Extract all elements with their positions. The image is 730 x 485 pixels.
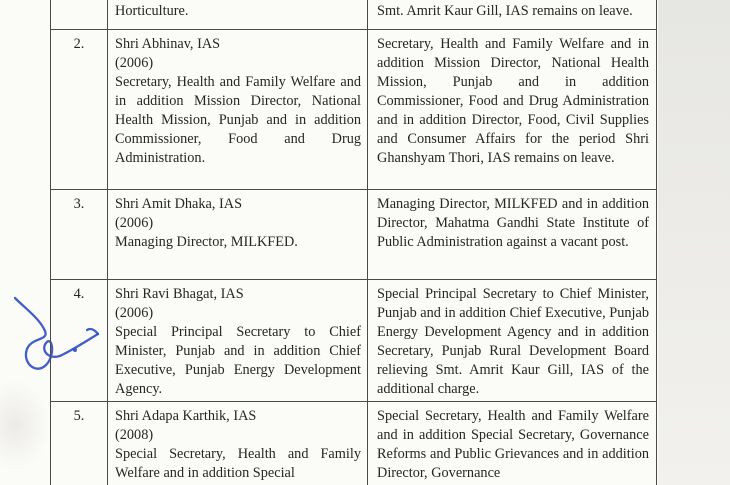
serial-cell [51,190,108,279]
officer-name: Shri Amit Dhaka, IAS [115,196,243,212]
officer-batch-year: (2008) [115,427,154,443]
officer-batch-year: (2006) [115,305,154,321]
serial-cell [51,0,108,29]
officer-posting-text: Horticulture. [115,3,189,19]
serial-number: 4. [73,286,85,302]
table-row [50,0,657,30]
new-posting-text: Smt. Amrit Kaur Gill, IAS remains on leave. [377,3,633,19]
scan-smudge [0,380,50,470]
new-posting-text: Secretary, Health and Family Welfare and in addition Mission Director, National Health Mission, Punjab and in addition Commissioner, Food and Drug Administration and in addition Director, Food, Civil Supplies and Consumer Affairs for the period Shri Ghanshyam Thori, IAS remains on leave. [377,36,649,166]
new-posting-cell [368,402,656,485]
serial-cell [51,402,108,485]
new-posting-cell [368,280,656,401]
new-posting-text: Special Secretary, Health and Family Welfare and in addition Special Secretary, Governance Reforms and Public Grievances and in addition Director, Governance [377,408,649,481]
officer-posting-text: Special Secretary, Health and Family Welfare and in addition Special [115,446,361,481]
officer-batch-year: (2006) [115,55,154,71]
officer-name: Shri Abhinav, IAS [115,36,221,52]
new-posting-cell [368,0,656,29]
officer-batch-year: (2006) [115,215,154,231]
table-row [50,190,657,280]
serial-cell [51,30,108,189]
officer-cell [108,190,368,279]
new-posting-text: Special Principal Secretary to Chief Minister, Punjab and in addition Chief Executive, Punjab Energy Development Agency and in addition Secretary, Punjab Rural Development Board relieving Smt. Amrit Kaur Gill, IAS of the additional charge. [377,286,649,397]
officer-name: Shri Ravi Bhagat, IAS [115,286,244,302]
postings-table [50,0,657,485]
table-row [50,280,657,402]
page-right-margin-shade [658,0,730,485]
officer-cell [108,280,368,401]
new-posting-cell [368,190,656,279]
serial-number: 3. [73,196,85,212]
officer-posting-text: Secretary, Health and Family Welfare and in addition Mission Director, National Health Mission, Punjab and in addition Commissioner, Food and Drug Administration. [115,74,361,166]
serial-number: 5. [73,408,85,424]
serial-cell [51,280,108,401]
officer-posting-text: Special Principal Secretary to Chief Minister, Punjab and in addition Chief Executive, Punjab Energy Development Agency. [115,324,361,397]
officer-cell [108,30,368,189]
officer-posting-text: Managing Director, MILKFED. [115,234,298,250]
table-row [50,30,657,190]
new-posting-cell [368,30,656,189]
officer-cell [108,0,368,29]
table-row [50,402,657,485]
new-posting-text: Managing Director, MILKFED and in addition Director, Mahatma Gandhi State Institute of Public Administration against a vacant post. [377,196,649,250]
officer-cell [108,402,368,485]
officer-name: Shri Adapa Karthik, IAS [115,408,257,424]
serial-number: 2. [73,36,85,52]
